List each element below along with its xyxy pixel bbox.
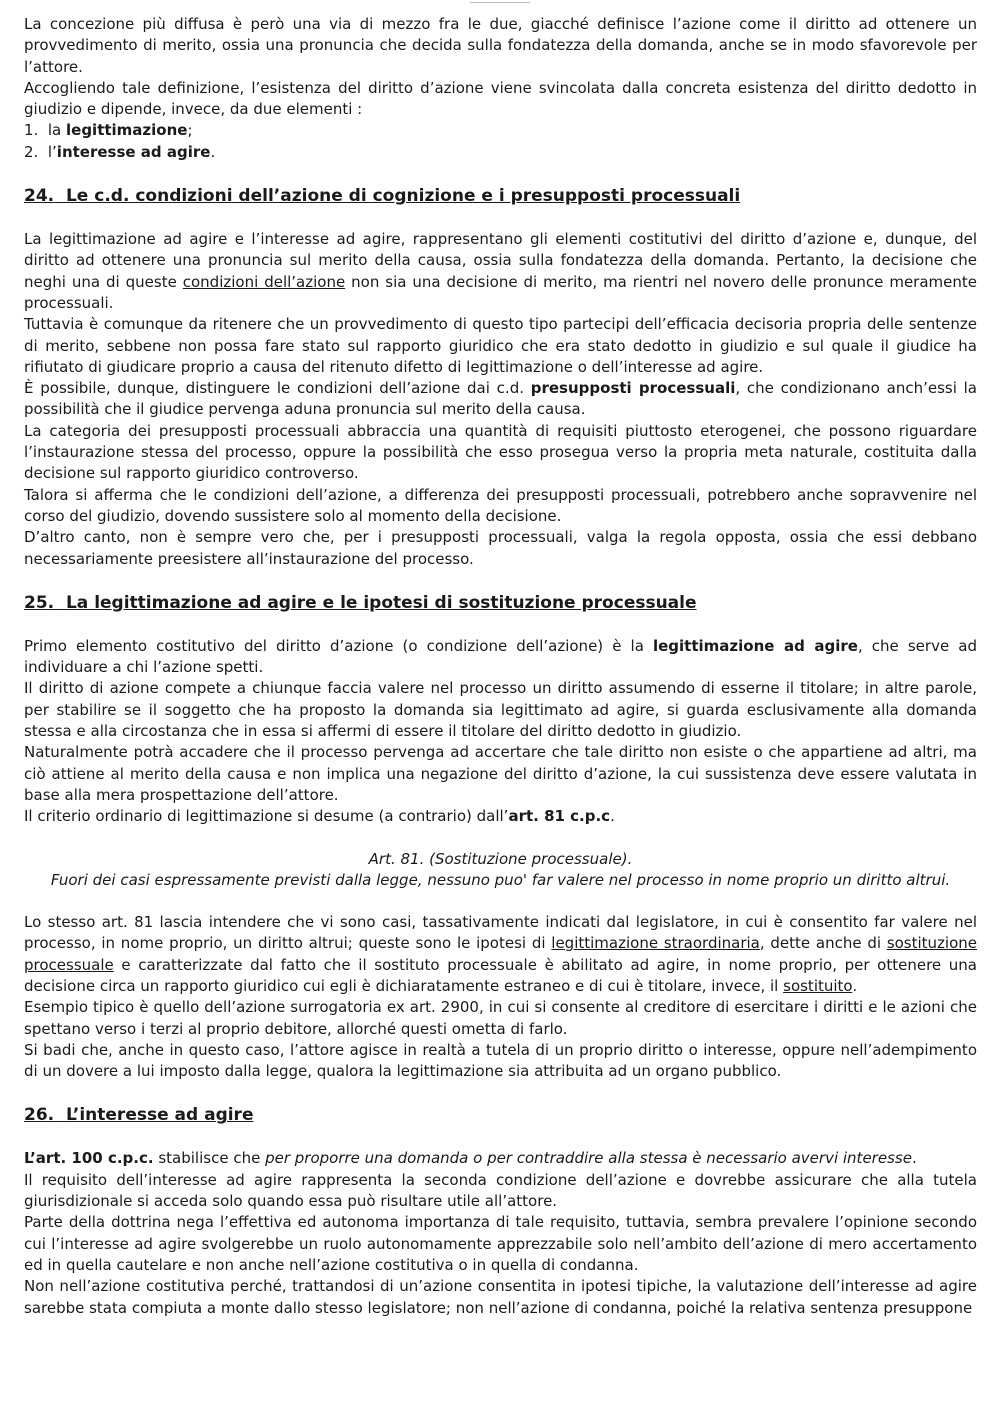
document-page — [24, 14, 977, 1319]
section-heading-24: 24. Le c.d. condizioni dell’azione di cognizione e i presupposti processuali — [24, 186, 741, 207]
list-item: 1. la legittimazione; — [24, 121, 193, 140]
paragraph: D’altro canto, non è sempre vero che, per i presupposti processuali, valga la regola opposta, ossia che essi debbano necessariamente preesistere all’instaurazione del processo. — [24, 528, 977, 568]
article-title: Art. 81. (Sostituzione processuale). — [368, 849, 633, 868]
paragraph: Non nell’azione costitutiva perché, trattandosi di un’azione consentita in ipotesi tipiche, la valutazione dell’interesse ad agire sarebbe stata compiuta a monte dallo stesso legislatore; non nell’azione di condanna, poiché la relativa sentenza presuppone — [24, 1277, 977, 1317]
paragraph: Si badi che, anche in questo caso, l’attore agisce in realtà a tutela di un proprio diritto o interesse, oppure nell’adempimento di un dovere a lui imposto dalla legge, qualora la legittimazione sia attribuita ad un organo pubblico. — [24, 1040, 977, 1081]
article-text: Fuori dei casi espressamente previsti dalla legge, nessuno puo' far valere nel processo in nome proprio un diritto altrui. — [50, 870, 951, 889]
paragraph: Il requisito dell’interesse ad agire rappresenta la seconda condizione dell’azione e dovrebbe assicurare che alla tutela giurisdizionale si acceda solo quando essa può risultare utile all’attore. — [24, 1170, 977, 1211]
paragraph: La legittimazione ad agire e l’interesse ad agire, rappresentano gli elementi costitutivi del diritto d’azione e, dunque, del diritto ad ottenere una pronuncia sul merito della causa, ossia sulla fondatezza della domanda. Pertanto, la decisione che neghi una di queste condizioni dell’azione non sia una decisione di merito, ma rientri nel novero delle pronunce meramente processuali. — [24, 230, 977, 312]
paragraph: Parte della dottrina nega l’effettiva ed autonoma importanza di tale requisito, tuttavia, sembra prevalere l’opinione secondo cui l’interesse ad agire svolgerebbe un ruolo autonomamente apprezzabile solo nell’ambito dell’azione di mero accertamento ed in quella cautelare e non anche nell’azione costitutiva o in quella di condanna. — [24, 1213, 977, 1274]
paragraph: Il criterio ordinario di legittimazione si desume (a contrario) dall’art. 81 c.p.c. — [24, 807, 615, 826]
paragraph: La concezione più diffusa è però una via di mezzo fra le due, giacché definisce l’azione come il diritto ad ottenere un provvedimento di merito, ossia una pronuncia che decida sulla fondatezza della domanda, anche se in modo sfavorevole per l’attore. — [24, 15, 977, 76]
section-heading-25: 25. La legittimazione ad agire e le ipotesi di sostituzione processuale — [24, 592, 697, 613]
list-item: 2. l’interesse ad agire. — [24, 142, 216, 161]
paragraph: Primo elemento costitutivo del diritto d’azione (o condizione dell’azione) è la legittimazione ad agire, che serve ad individuare a chi l’azione spetti. — [24, 636, 977, 677]
paragraph: La categoria dei presupposti processuali abbraccia una quantità di requisiti piuttosto eterogenei, che possono riguardare l’instaurazione stessa del processo, oppure la possibilità che esso prosegua verso la propria meta naturale, costituita dalla decisione sul rapporto giuridico controverso. — [24, 421, 977, 483]
header-mark — [470, 2, 530, 6]
paragraph: Accogliendo tale definizione, l’esistenza del diritto d’azione viene svincolata dalla concreta esistenza del diritto dedotto in giudizio e dipende, invece, da due elementi : — [24, 78, 977, 119]
paragraph: Esempio tipico è quello dell’azione surrogatoria ex art. 2900, in cui si consente al creditore di esercitare i diritti e le azioni che spettano verso i terzi al proprio debitore, allorché questi ometta di farlo. — [24, 998, 977, 1038]
paragraph: Tuttavia è comunque da ritenere che un provvedimento di questo tipo partecipi dell’efficacia decisoria propria delle sentenze di merito, sebbene non possa fare stato sul rapporto giuridico che era stato dedotto in giudizio e sul quale il giudice ha rifiutato di giudicare proprio a causa del ritenuto difetto di legittimazione o dell’interesse ad agire. — [24, 315, 977, 376]
paragraph: Naturalmente potrà accadere che il processo pervenga ad accertare che tale diritto non esiste o che appartiene ad altri, ma ciò attiene al merito della causa e non implica una negazione del diritto d’azione, la cui sussistenza deve essere valutata in base alla mera prospettazione dell’attore. — [24, 743, 977, 804]
paragraph: Lo stesso art. 81 lascia intendere che vi sono casi, tassativamente indicati dal legislatore, in cui è consentito far valere nel processo, in nome proprio, un diritto altrui; queste sono le ipotesi di legittimazione straordinaria, dette anche di sostituzione processuale e caratterizzate dal fatto che il sostituto processuale è abilitato ad agire, in nome proprio, per ottenere una decisione circa un rapporto giuridico cui egli è dichiaratamente estraneo e di cui è titolare, invece, il sostituito. — [24, 913, 978, 995]
paragraph: Il diritto di azione compete a chiunque faccia valere nel processo un diritto assumendo di esserne il titolare; in altre parole, per stabilire se il soggetto che ha proposto la domanda sia legittimato ad agire, si guarda esclusivamente alla domanda stessa e alla circostanza che in essa si affermi di essere il titolare del diritto dedotto in giudizio. — [24, 679, 977, 741]
paragraph: È possibile, dunque, distinguere le condizioni dell’azione dai c.d. presupposti processuali, che condizionano anch’essi la possibilità che il giudice pervenga aduna pronuncia sul merito della causa. — [24, 379, 977, 419]
paragraph: Talora si afferma che le condizioni dell’azione, a differenza dei presupposti processuali, potrebbero anche sopravvenire nel corso del giudizio, dovendo sussistere solo al momento della decisione. — [24, 485, 977, 525]
section-heading-26: 26. L’interesse ad agire — [24, 1105, 254, 1126]
paragraph: L’art. 100 c.p.c. stabilisce che per proporre una domanda o per contraddire alla stessa è necessario avervi interesse. — [24, 1149, 917, 1168]
elements-list — [24, 120, 977, 163]
